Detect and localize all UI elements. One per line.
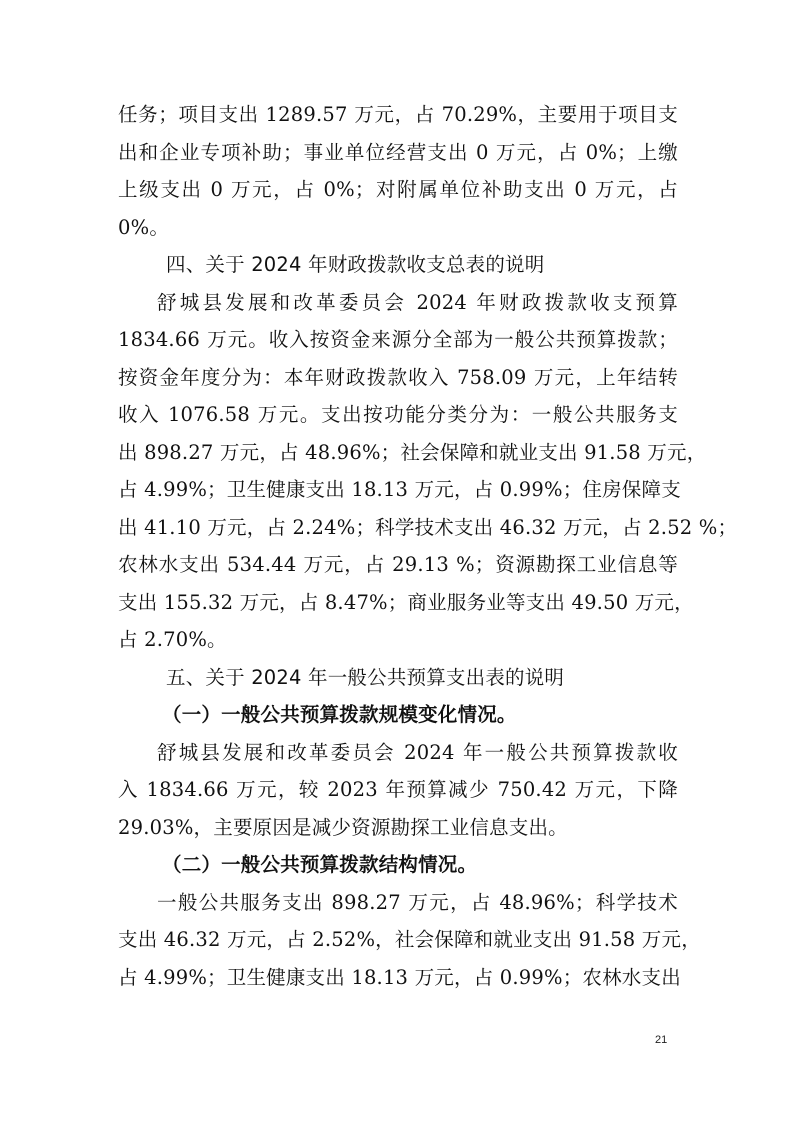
paragraph-line: 占 4.99%；卫生健康支出 18.13 万元，占 0.99%；农林水支出	[118, 965, 681, 989]
paragraph-line: 1834.66 万元。收入按资金来源分全部为一般公共预算拨款；	[118, 328, 678, 351]
paragraph-line: 任务；项目支出 1289.57 万元，占 70.29%，主要用于项目支	[118, 103, 678, 126]
paragraph-line: 上级支出 0 万元，占 0%；对附属单位补助支出 0 万元，占	[118, 178, 678, 201]
subsection-heading-1: （一）一般公共预算拨款规模变化情况。	[162, 703, 517, 726]
paragraph-line: 一般公共服务支出 898.27 万元，占 48.96%；科学技术	[157, 890, 678, 914]
paragraph-line: 舒城县发展和改革委员会 2024 年财政拨款收支预算	[157, 290, 678, 314]
paragraph-line: 农林水支出 534.44 万元，占 29.13 %；资源勘探工业信息等	[118, 553, 678, 576]
section-heading-5: 五、关于 2024 年一般公共预算支出表的说明	[166, 665, 565, 689]
paragraph-line: 29.03%，主要原因是减少资源勘探工业信息支出。	[118, 815, 568, 839]
page-number: 21	[655, 1034, 668, 1046]
subsection-heading-2: （二）一般公共预算拨款结构情况。	[162, 853, 478, 876]
paragraph-line: 0%。	[118, 215, 170, 239]
document-body	[118, 96, 738, 996]
paragraph-line: 收入 1076.58 万元。支出按功能分类分为：一般公共服务支	[118, 403, 678, 426]
paragraph-line: 入 1834.66 万元，较 2023 年预算减少 750.42 万元，下降	[118, 778, 678, 801]
paragraph-line: 占 2.70%。	[118, 628, 227, 651]
paragraph-line: 支出 155.32 万元，占 8.47%；商业服务业等支出 49.50 万元，	[118, 590, 694, 614]
paragraph-line: 按资金年度分为：本年财政拨款收入 758.09 万元，上年结转	[118, 365, 678, 389]
paragraph-line: 支出 46.32 万元，占 2.52%，社会保障和就业支出 91.58 万元，	[118, 928, 701, 951]
paragraph-line: 舒城县发展和改革委员会 2024 年一般公共预算拨款收	[157, 740, 678, 764]
paragraph-line: 出和企业专项补助；事业单位经营支出 0 万元，占 0%；上缴	[118, 140, 678, 164]
paragraph-line: 出 41.10 万元，占 2.24%；科学技术支出 46.32 万元，占 2.52 %；	[118, 515, 738, 539]
paragraph-line: 出 898.27 万元，占 48.96%；社会保障和就业支出 91.58 万元，	[118, 440, 707, 464]
paragraph-line: 占 4.99%；卫生健康支出 18.13 万元，占 0.99%；住房保障支	[118, 478, 681, 501]
section-heading-4: 四、关于 2024 年财政拨款收支总表的说明	[166, 253, 545, 276]
